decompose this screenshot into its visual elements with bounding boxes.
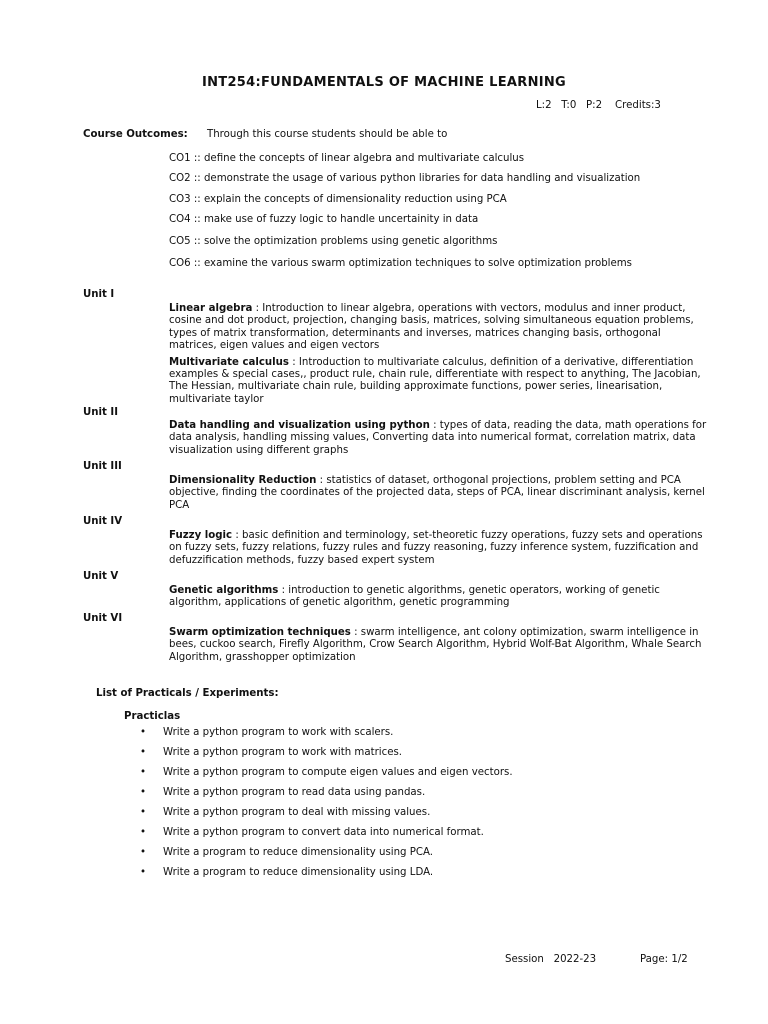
unit-topic xyxy=(169,420,709,457)
unit-label: Unit III xyxy=(83,461,122,472)
unit-content xyxy=(169,420,709,461)
bullet-icon: • xyxy=(140,847,147,858)
bullet-icon: • xyxy=(140,867,147,878)
topic-text: : basic definition and terminology, set-theoretic fuzzy operations, fuzzy sets and operations on fuzzy sets, fuzzy relations, fuzzy rules and fuzzy reasoning, fuzzy inference system, fuzzification and defuzzification methods, fuzzy based expert system xyxy=(169,530,703,566)
topic-heading: Dimensionality Reduction xyxy=(169,475,317,486)
bullet-icon: • xyxy=(140,807,147,818)
course-outcome-item: CO5 :: solve the optimization problems using genetic algorithms xyxy=(169,236,498,247)
topic-heading: Fuzzy logic xyxy=(169,530,233,541)
bullet-icon: • xyxy=(140,727,147,738)
list-item xyxy=(140,767,513,787)
topic-heading: Data handling and visualization using python xyxy=(169,420,430,431)
unit-content xyxy=(169,530,709,571)
practical-text: Write a python program to compute eigen values and eigen vectors. xyxy=(163,767,513,778)
topic-heading: Multivariate calculus xyxy=(169,356,289,368)
bullet-icon: • xyxy=(140,767,147,778)
list-item xyxy=(140,807,513,827)
list-item xyxy=(140,847,513,867)
topic-text: : statistics of dataset, orthogonal projections, problem setting and PCA objective, finding the coordinates of the projected data, steps of PCA, linear discriminant analysis, kernel PCA xyxy=(169,475,705,511)
unit-label: Unit VI xyxy=(83,613,123,624)
course-outcome-item: CO4 :: make use of fuzzy logic to handle uncertainity in data xyxy=(169,214,479,225)
unit-topic xyxy=(169,585,709,610)
unit-content xyxy=(169,303,709,410)
unit-topic xyxy=(169,357,709,407)
footer-session: Session 2022-23 xyxy=(505,954,597,965)
unit-label: Unit II xyxy=(83,407,119,418)
list-item xyxy=(140,787,513,807)
unit-label: Unit I xyxy=(83,289,115,300)
list-item xyxy=(140,867,513,887)
topic-heading: Swarm optimization techniques xyxy=(169,627,351,638)
topic-heading: Linear algebra xyxy=(169,303,253,314)
practicals-subheading: Practiclas xyxy=(124,711,181,722)
bullet-icon: • xyxy=(140,787,147,798)
list-item xyxy=(140,727,513,747)
practicals-heading: List of Practicals / Experiments: xyxy=(96,688,279,699)
practical-text: Write a python program to work with scalers. xyxy=(163,727,394,738)
practical-text: Write a python program to read data using pandas. xyxy=(163,787,426,798)
unit-content xyxy=(169,475,709,516)
footer-page-number: Page: 1/2 xyxy=(640,954,688,965)
topic-heading: Genetic algorithms xyxy=(169,585,279,596)
unit-topic xyxy=(169,530,709,567)
practicals-list xyxy=(140,727,513,887)
practical-text: Write a python program to work with matrices. xyxy=(163,747,403,758)
course-outcome-item: CO2 :: demonstrate the usage of various python libraries for data handling and visualization xyxy=(169,173,641,184)
unit-topic xyxy=(169,627,709,664)
unit-topic xyxy=(169,303,709,353)
topic-text: : swarm intelligence, ant colony optimization, swarm intelligence in bees, cuckoo search, Firefly Algorithm, Crow Search Algorithm, Hybrid Wolf-Bat Algorithm, Whale Search Algorithm, grasshopper optimization xyxy=(169,627,702,663)
course-outcome-item: CO3 :: explain the concepts of dimensionality reduction using PCA xyxy=(169,194,507,205)
practical-text: Write a program to reduce dimensionality using PCA. xyxy=(163,847,434,858)
unit-content xyxy=(169,627,709,668)
bullet-icon: • xyxy=(140,747,147,758)
course-outcomes-label: Course Outcomes: xyxy=(83,129,188,140)
practical-text: Write a python program to convert data into numerical format. xyxy=(163,827,484,838)
unit-label: Unit IV xyxy=(83,516,123,527)
course-outcome-item: CO1 :: define the concepts of linear algebra and multivariate calculus xyxy=(169,153,525,164)
topic-text: : Introduction to linear algebra, operations with vectors, modulus and inner product, cosine and dot product, projection, changing basis, matrices, solving simultaneous equation problems, types of matrix transformation, determinants and inverses, matrices changing basis, orthogonal matrices, eigen values and eigen vectors xyxy=(169,303,694,352)
list-item xyxy=(140,827,513,847)
topic-text: : Introduction to multivariate calculus, definition of a derivative, differentiation examples & special cases,, product rule, chain rule, differentiate with respect to anything, The Jacobian, The Hessian, multivariate chain rule, building approximate functions, power series, linearisation, multivariate taylor xyxy=(169,356,701,405)
credits-line: L:2 T:0 P:2 Credits:3 xyxy=(536,100,661,111)
document-title: INT254:FUNDAMENTALS OF MACHINE LEARNING xyxy=(201,75,567,90)
unit-label: Unit V xyxy=(83,571,119,582)
bullet-icon: • xyxy=(140,827,147,838)
practical-text: Write a program to reduce dimensionality using LDA. xyxy=(163,867,434,878)
topic-text: : introduction to genetic algorithms, genetic operators, working of genetic algorithm, applications of genetic algorithm, genetic programming xyxy=(169,585,660,609)
topic-text: : types of data, reading the data, math operations for data analysis, handling missing values, Converting data into numerical format, correlation matrix, data visualization using different graphs xyxy=(169,420,707,456)
practical-text: Write a python program to deal with missing values. xyxy=(163,807,431,818)
course-outcomes-intro: Through this course students should be able to xyxy=(207,129,448,140)
unit-content xyxy=(169,585,709,614)
unit-topic xyxy=(169,475,709,512)
list-item xyxy=(140,747,513,767)
course-outcome-item: CO6 :: examine the various swarm optimization techniques to solve optimization problems xyxy=(169,258,632,269)
